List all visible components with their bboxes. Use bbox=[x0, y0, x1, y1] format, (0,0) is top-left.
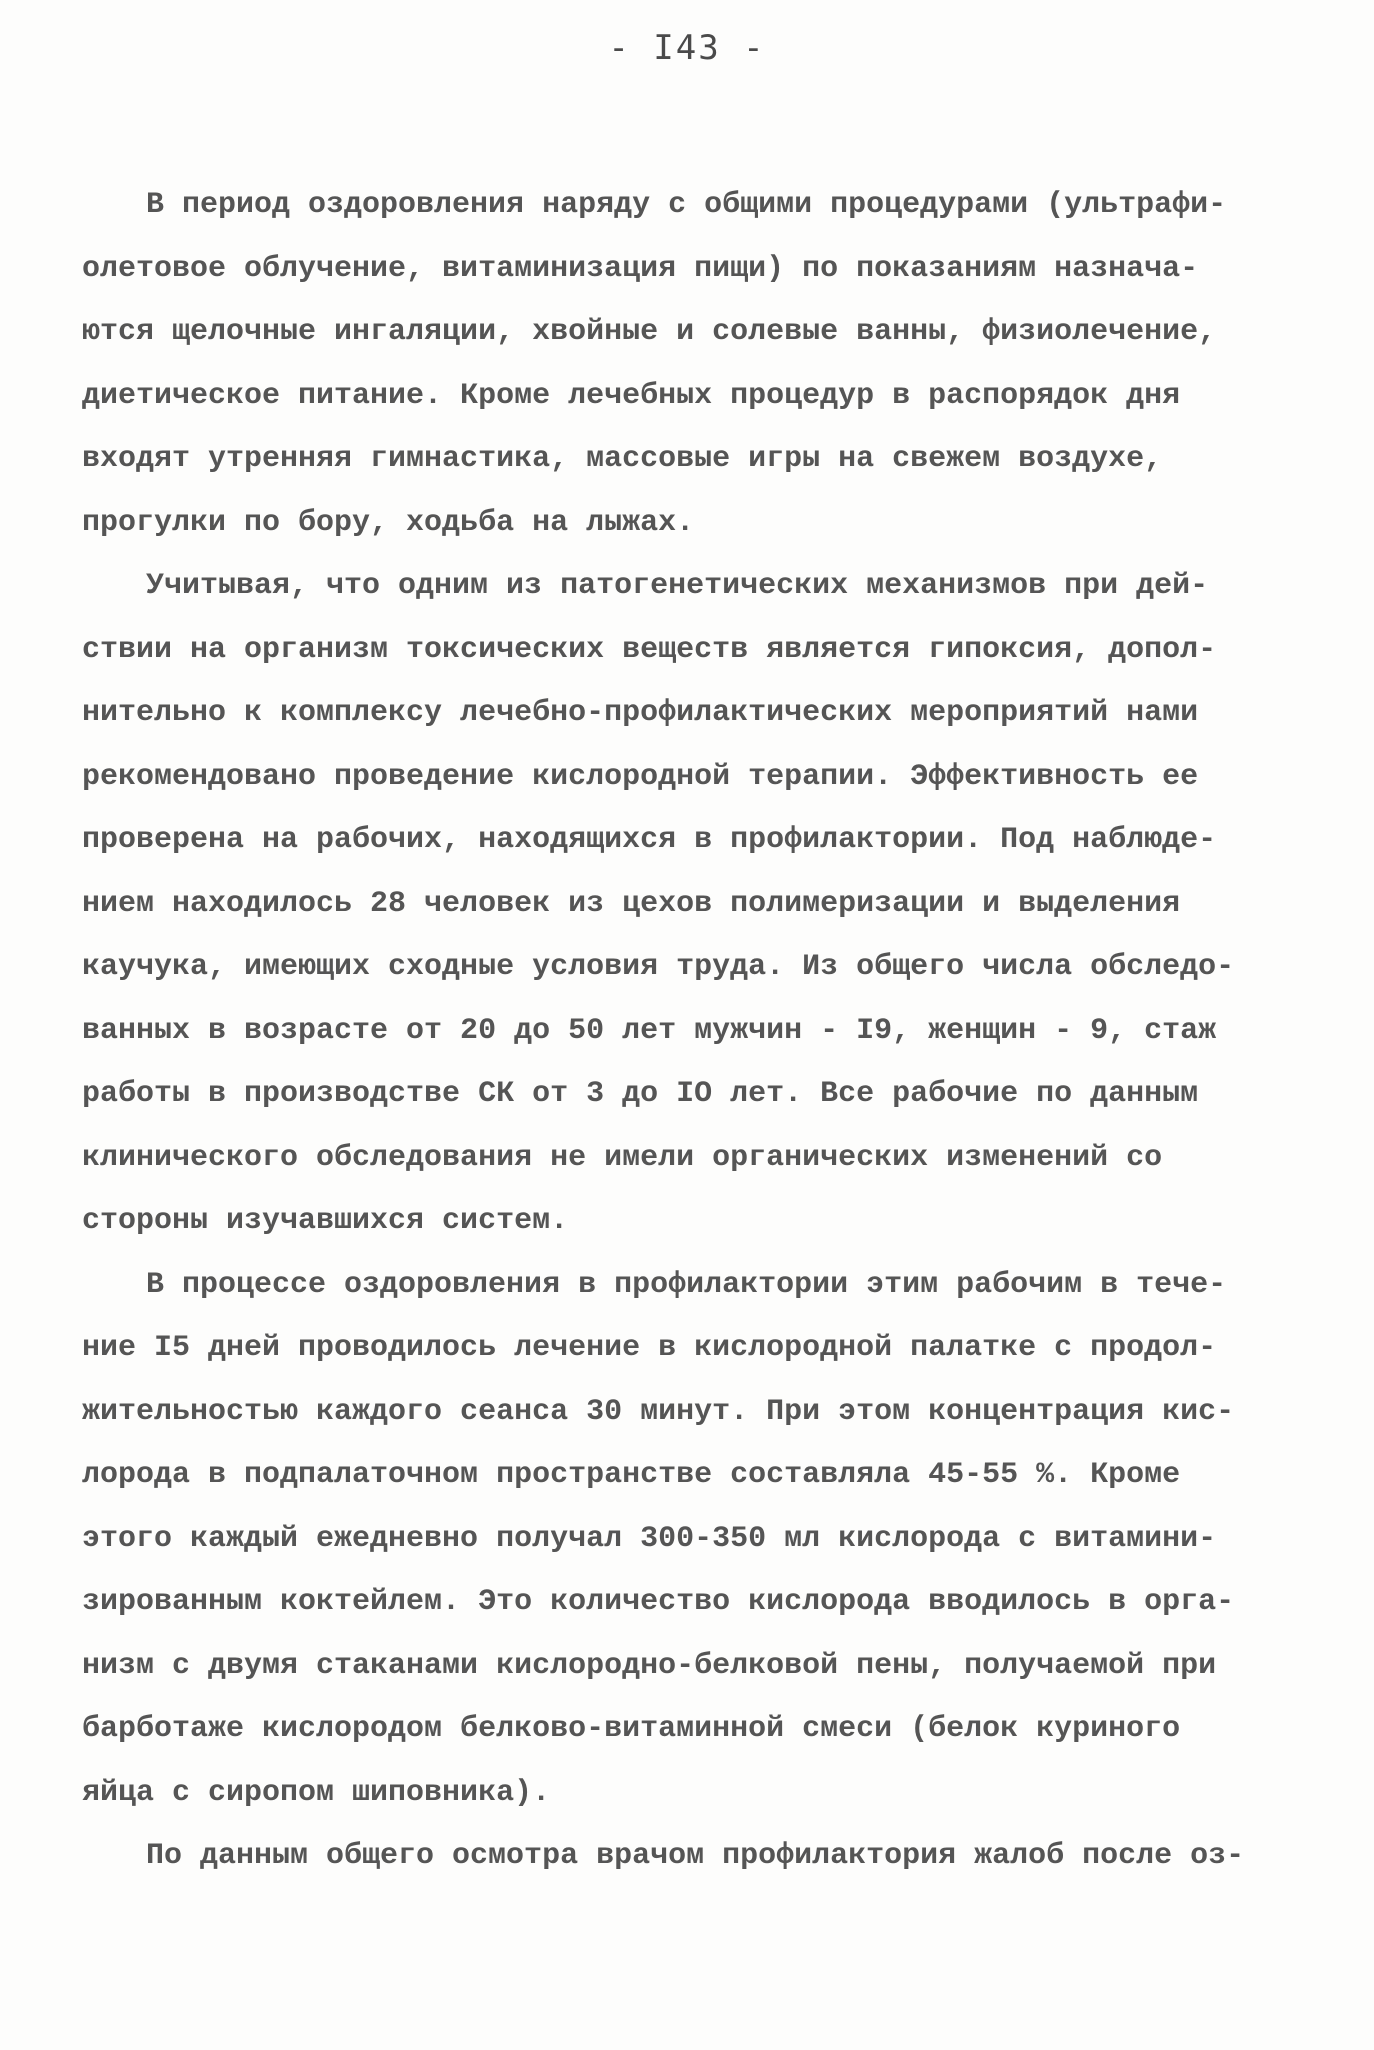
text-line: зированным коктейлем. Это количество кислорода вводилось в орга- bbox=[82, 1585, 1235, 1619]
text-line: каучука, имеющих сходные условия труда. Из общего числа обследо- bbox=[82, 950, 1235, 984]
text-line: прогулки по бору, ходьба на лыжах. bbox=[82, 505, 695, 540]
text-line: клинического обследования не имели органических изменений со bbox=[82, 1140, 1163, 1175]
page-number: - I43 - bbox=[608, 28, 766, 68]
text-line: В процессе оздоровления в профилактории этим рабочим в тече- bbox=[146, 1267, 1227, 1302]
text-line: лорода в подпалаточном пространстве составляла 45-55 %. Кроме bbox=[82, 1458, 1181, 1492]
text-line: работы в производстве СК от 3 до IO лет. Все рабочие по данным bbox=[82, 1077, 1199, 1111]
body-text bbox=[82, 174, 1302, 1889]
text-line: яйца с сиропом шиповника). bbox=[82, 1775, 551, 1810]
text-line: нительно к комплексу лечебно-профилактических мероприятий нами bbox=[82, 696, 1199, 730]
text-line: входят утренняя гимнастика, массовые игры на свежем воздухе, bbox=[82, 442, 1163, 476]
text-line: ствии на организм токсических веществ является гипоксия, допол- bbox=[82, 632, 1217, 667]
text-line: жительностью каждого сеанса 30 минут. При этом концентрация кис- bbox=[82, 1394, 1235, 1429]
text-line: олетовое облучение, витаминизация пищи) по показаниям назнача- bbox=[82, 251, 1199, 286]
text-line: нием находилось 28 человек из цехов полимеризации и выделения bbox=[82, 886, 1181, 921]
text-line: диетическое питание. Кроме лечебных процедур в распорядок дня bbox=[82, 378, 1181, 413]
text-line: низм с двумя стаканами кислородно-белковой пены, получаемой при bbox=[82, 1648, 1217, 1683]
text-line: проверена на рабочих, находящихся в профилактории. Под наблюде- bbox=[82, 823, 1217, 857]
text-line: В период оздоровления наряду с общими процедурами (ультрафи- bbox=[146, 188, 1227, 222]
text-line: ние I5 дней проводилось лечение в кислородной палатке с продол- bbox=[82, 1331, 1217, 1365]
text-line: этого каждый ежедневно получал 300-350 мл кислорода с витамини- bbox=[82, 1521, 1217, 1556]
text-line: ванных в возрасте от 20 до 50 лет мужчин - I9, женщин - 9, стаж bbox=[82, 1013, 1217, 1048]
text-line: ются щелочные ингаляции, хвойные и солевые ванны, физиолечение, bbox=[82, 315, 1217, 349]
text-line: рекомендовано проведение кислородной терапии. Эффективность ее bbox=[82, 759, 1199, 794]
text-line: Учитывая, что одним из патогенетических механизмов при дей- bbox=[146, 569, 1209, 603]
text-line: По данным общего осмотра врачом профилактория жалоб после оз- bbox=[146, 1839, 1245, 1873]
text-line: стороны изучавшихся систем. bbox=[82, 1204, 569, 1238]
text-line: барботаже кислородом белково-витаминной смеси (белок куриного bbox=[82, 1712, 1181, 1746]
